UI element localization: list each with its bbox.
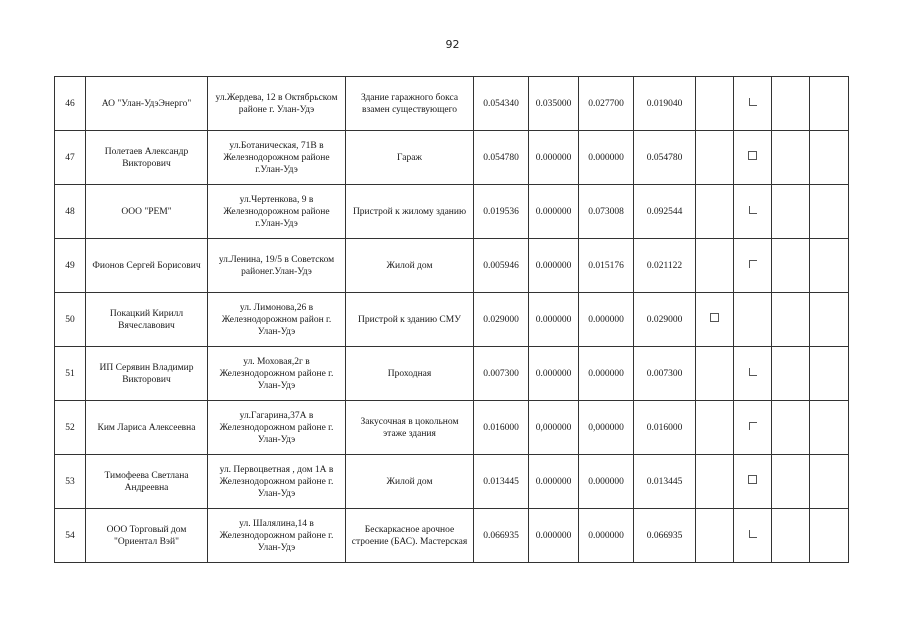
row-number: 51 — [55, 347, 86, 401]
mark-cell — [772, 401, 810, 455]
table-row — [55, 239, 849, 293]
mark-cell — [734, 347, 772, 401]
mark-icon — [749, 98, 757, 106]
mark-cell — [772, 293, 810, 347]
value-cell: 0,000000 — [529, 401, 579, 455]
value-cell: 0.000000 — [529, 509, 579, 563]
address-cell: ул.Ленина, 19/5 в Советском районег.Улан-Удэ — [208, 239, 346, 293]
address-cell: ул. Первоцветная , дом 1А в Железнодорожном районе г. Улан-Удэ — [208, 455, 346, 509]
row-number: 48 — [55, 185, 86, 239]
value-cell: 0.054780 — [474, 131, 529, 185]
value-cell: 0.019040 — [634, 77, 696, 131]
mark-cell — [696, 509, 734, 563]
mark-cell — [696, 401, 734, 455]
mark-icon — [749, 260, 757, 268]
table-row — [55, 455, 849, 509]
mark-cell — [810, 293, 849, 347]
mark-cell — [810, 131, 849, 185]
object-cell: Гараж — [346, 131, 474, 185]
mark-icon — [748, 475, 757, 484]
mark-cell — [772, 77, 810, 131]
table-row — [55, 77, 849, 131]
object-cell: Закусочная в цокольном этаже здания — [346, 401, 474, 455]
mark-icon — [710, 313, 719, 322]
mark-cell — [810, 509, 849, 563]
value-cell: 0.000000 — [579, 347, 634, 401]
address-cell: ул.Чертенкова, 9 в Железнодорожном районе г.Улан-Удэ — [208, 185, 346, 239]
mark-cell — [696, 77, 734, 131]
address-cell: ул.Гагарина,37А в Железнодорожном районе г. Улан-Удэ — [208, 401, 346, 455]
value-cell: 0.013445 — [474, 455, 529, 509]
mark-cell — [734, 293, 772, 347]
owner-cell: АО "Улан-УдэЭнерго" — [86, 77, 208, 131]
mark-cell — [696, 347, 734, 401]
mark-cell — [734, 185, 772, 239]
mark-cell — [810, 455, 849, 509]
mark-cell — [772, 131, 810, 185]
value-cell: 0.000000 — [529, 131, 579, 185]
row-number: 47 — [55, 131, 86, 185]
owner-cell: ООО "РЕМ" — [86, 185, 208, 239]
table-row — [55, 185, 849, 239]
mark-cell — [810, 77, 849, 131]
value-cell: 0.005946 — [474, 239, 529, 293]
value-cell: 0.000000 — [579, 455, 634, 509]
mark-cell — [734, 77, 772, 131]
value-cell: 0.000000 — [529, 293, 579, 347]
mark-cell — [696, 455, 734, 509]
value-cell: 0.016000 — [474, 401, 529, 455]
mark-cell — [734, 401, 772, 455]
value-cell: 0.000000 — [579, 509, 634, 563]
value-cell: 0.000000 — [529, 347, 579, 401]
owner-cell: Фионов Сергей Борисович — [86, 239, 208, 293]
mark-cell — [810, 401, 849, 455]
value-cell: 0.029000 — [634, 293, 696, 347]
value-cell: 0.007300 — [474, 347, 529, 401]
value-cell: 0.021122 — [634, 239, 696, 293]
mark-cell — [772, 347, 810, 401]
mark-cell — [734, 509, 772, 563]
mark-cell — [810, 239, 849, 293]
row-number: 54 — [55, 509, 86, 563]
object-cell: Бескаркасное арочное строение (БАС). Мастерская — [346, 509, 474, 563]
owner-cell: ООО Торговый дом "Ориентал Вэй" — [86, 509, 208, 563]
mark-cell — [696, 185, 734, 239]
value-cell: 0.000000 — [529, 455, 579, 509]
mark-cell — [772, 239, 810, 293]
mark-icon — [749, 368, 757, 376]
row-number: 49 — [55, 239, 86, 293]
owner-cell: Тимофеева Светлана Андреевна — [86, 455, 208, 509]
mark-cell — [696, 293, 734, 347]
value-cell: 0.029000 — [474, 293, 529, 347]
mark-cell — [696, 239, 734, 293]
value-cell: 0.066935 — [634, 509, 696, 563]
object-cell: Пристрой к жилому зданию — [346, 185, 474, 239]
value-cell: 0.013445 — [634, 455, 696, 509]
owner-cell: Ким Лариса Алексеевна — [86, 401, 208, 455]
value-cell: 0.000000 — [579, 293, 634, 347]
mark-cell — [772, 509, 810, 563]
address-cell: ул. Лимонова,26 в Железнодорожном район г. Улан-Удэ — [208, 293, 346, 347]
address-cell: ул.Жердева, 12 в Октябрьском районе г. Улан-Удэ — [208, 77, 346, 131]
table-row — [55, 131, 849, 185]
mark-icon — [748, 151, 757, 160]
object-cell: Пристрой к зданию СМУ — [346, 293, 474, 347]
table-row — [55, 347, 849, 401]
mark-cell — [734, 455, 772, 509]
address-cell: ул. Шалялина,14 в Железнодорожном районе г. Улан-Удэ — [208, 509, 346, 563]
value-cell: 0.000000 — [579, 131, 634, 185]
value-cell: 0.000000 — [529, 185, 579, 239]
address-cell: ул. Моховая,2г в Железнодорожном районе г. Улан-Удэ — [208, 347, 346, 401]
value-cell: 0.007300 — [634, 347, 696, 401]
owner-cell: Полетаев Александр Викторович — [86, 131, 208, 185]
mark-cell — [810, 347, 849, 401]
owner-cell: Покацкий Кирилл Вячеславович — [86, 293, 208, 347]
owner-cell: ИП Серявин Владимир Викторович — [86, 347, 208, 401]
table-row — [55, 509, 849, 563]
object-cell: Жилой дом — [346, 455, 474, 509]
address-cell: ул.Ботаническая, 71В в Железнодорожном районе г.Улан-Удэ — [208, 131, 346, 185]
mark-cell — [696, 131, 734, 185]
mark-cell — [772, 185, 810, 239]
value-cell: 0.073008 — [579, 185, 634, 239]
row-number: 46 — [55, 77, 86, 131]
mark-cell — [734, 239, 772, 293]
object-cell: Проходная — [346, 347, 474, 401]
value-cell: 0.019536 — [474, 185, 529, 239]
data-table — [54, 76, 849, 563]
value-cell: 0.054780 — [634, 131, 696, 185]
table-row — [55, 293, 849, 347]
object-cell: Жилой дом — [346, 239, 474, 293]
mark-cell — [772, 455, 810, 509]
row-number: 53 — [55, 455, 86, 509]
value-cell: 0,000000 — [579, 401, 634, 455]
value-cell: 0.016000 — [634, 401, 696, 455]
mark-icon — [749, 422, 757, 430]
mark-cell — [810, 185, 849, 239]
row-number: 52 — [55, 401, 86, 455]
mark-icon — [749, 206, 757, 214]
value-cell: 0.035000 — [529, 77, 579, 131]
value-cell: 0.015176 — [579, 239, 634, 293]
value-cell: 0.054340 — [474, 77, 529, 131]
value-cell: 0.066935 — [474, 509, 529, 563]
row-number: 50 — [55, 293, 86, 347]
page-number: 92 — [445, 38, 460, 51]
value-cell: 0.027700 — [579, 77, 634, 131]
table-row — [55, 401, 849, 455]
value-cell: 0.092544 — [634, 185, 696, 239]
mark-icon — [749, 530, 757, 538]
mark-cell — [734, 131, 772, 185]
value-cell: 0.000000 — [529, 239, 579, 293]
object-cell: Здание гаражного бокса взамен существующего — [346, 77, 474, 131]
